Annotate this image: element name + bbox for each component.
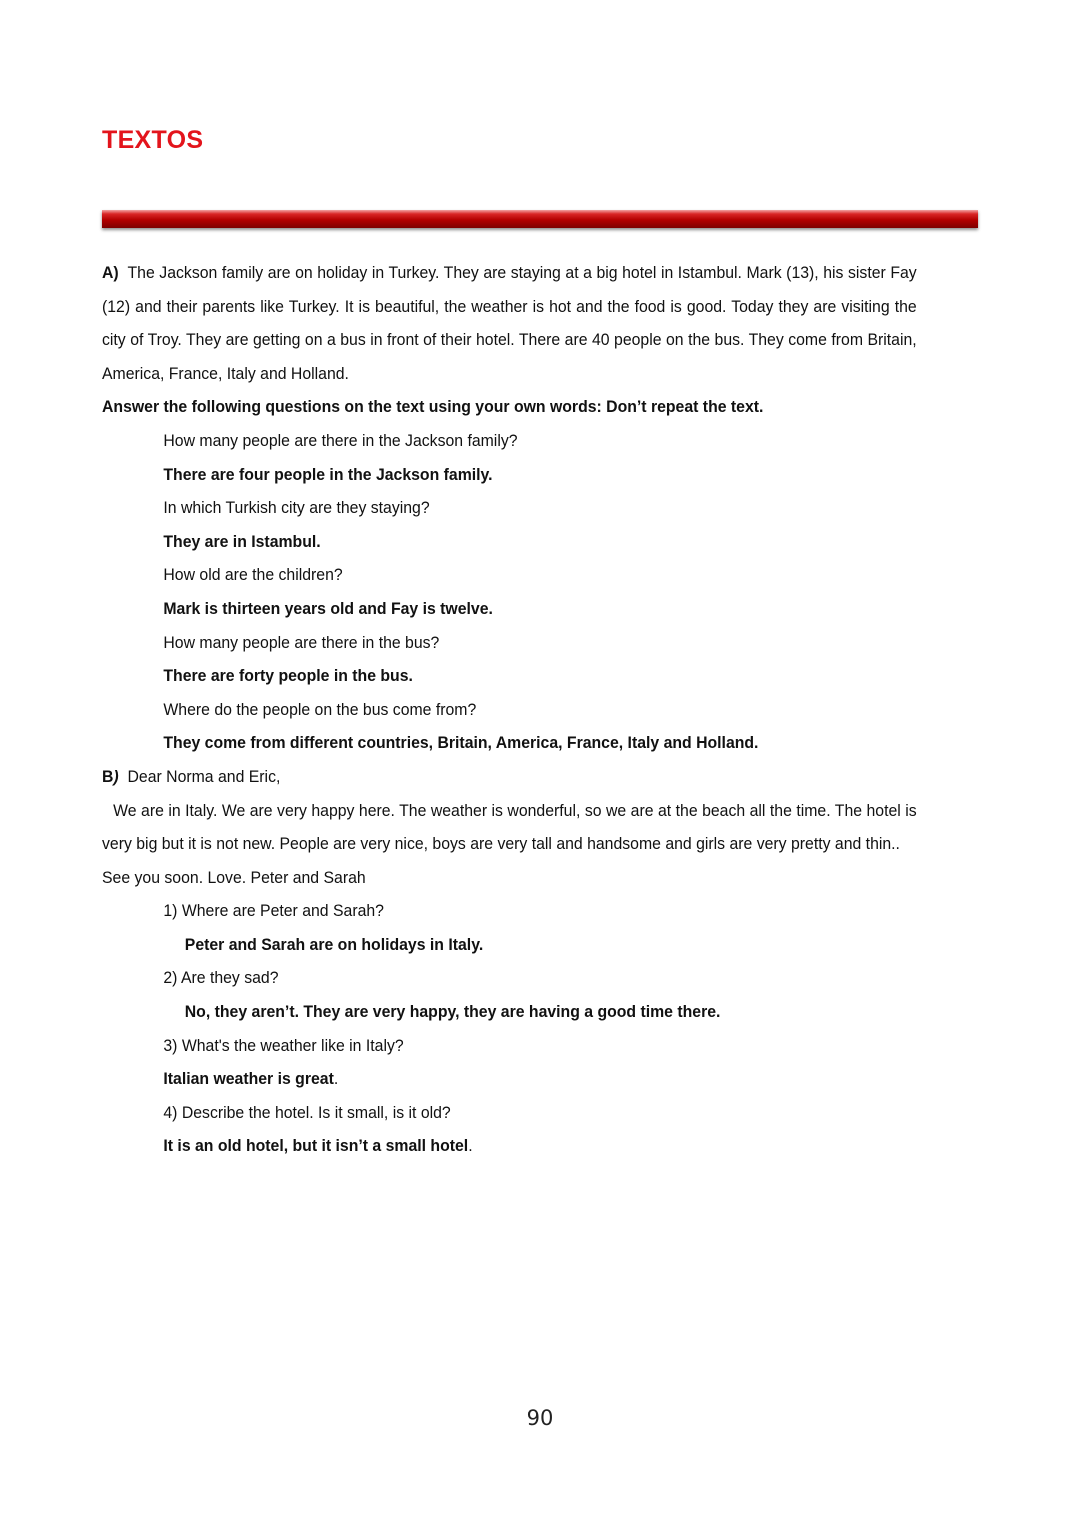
section-a-instruction: Answer the following questions on the text using your own words: Don’t repeat the text. (102, 397, 764, 417)
answer-b1: Peter and Sarah are on holidays in Italy. (184, 934, 484, 954)
question-b2: 2) Are they sad? (163, 968, 279, 988)
question-a4: How many people are there in the bus? (163, 632, 440, 652)
letter-body: We are in Italy. We are very happy here. The weather is wonderful, so we are at the beach all the time. The hotel is very big but it is not new. People are very nice, boys are very tall and handsome and girls are very pretty and thin.. (102, 800, 917, 854)
question-a2: In which Turkish city are they staying? (163, 498, 430, 518)
answer-b4-end: . (468, 1136, 473, 1156)
answer-a2: They are in Istambul. (163, 531, 321, 551)
answer-b3-line (102, 1062, 917, 1096)
section-a-text: The Jackson family are on holiday in Turkey. They are staying at a big hotel in Istambul. Mark (13), his sister Fay (12) and their parents like Turkey. It is beautiful, the weather is hot and the food is good. Today they are visiting the city of Troy. They are getting on a bus in front of their hotel. There are 40 people on the bus. They come from Britain, America, France, Italy and Holland. (102, 263, 917, 383)
question-a1: How many people are there in the Jackson family? (163, 430, 518, 450)
section-a-paragraph (102, 256, 917, 390)
question-a5: Where do the people on the bus come from? (163, 699, 477, 719)
answer-a5: They come from different countries, Britain, America, France, Italy and Holland. (163, 733, 759, 753)
section-b-greeting-line (102, 760, 917, 794)
answer-a4: There are forty people in the bus. (163, 666, 413, 686)
page-title: TEXTOS (102, 126, 204, 154)
letter-closing: See you soon. Love. Peter and Sarah (102, 867, 366, 887)
answer-b4-line (102, 1129, 917, 1163)
answer-b3-end: . (333, 1069, 339, 1089)
answer-b3: Italian weather is great (163, 1069, 334, 1089)
question-b1: 1) Where are Peter and Sarah? (163, 901, 384, 921)
letter-greeting: Dear Norma and Eric, (127, 766, 281, 786)
answer-a1: There are four people in the Jackson family. (163, 464, 493, 484)
question-a3: How old are the children? (163, 565, 343, 585)
question-b4: 4) Describe the hotel. Is it small, is it old? (163, 1102, 451, 1122)
document-body (102, 256, 917, 1163)
answer-b4: It is an old hotel, but it isn’t a small hotel (163, 1136, 469, 1156)
answer-a3: Mark is thirteen years old and Fay is twelve. (163, 598, 493, 618)
section-b-label-paren: ) (113, 766, 119, 786)
title-divider (102, 210, 978, 228)
question-b3: 3) What's the weather like in Italy? (163, 1035, 404, 1055)
section-a-label: A) (102, 263, 119, 282)
answer-b2: No, they aren’t. They are very happy, they are having a good time there. (184, 1002, 721, 1022)
page-number: 90 (526, 1406, 554, 1430)
section-b-label-letter: B (102, 766, 114, 786)
